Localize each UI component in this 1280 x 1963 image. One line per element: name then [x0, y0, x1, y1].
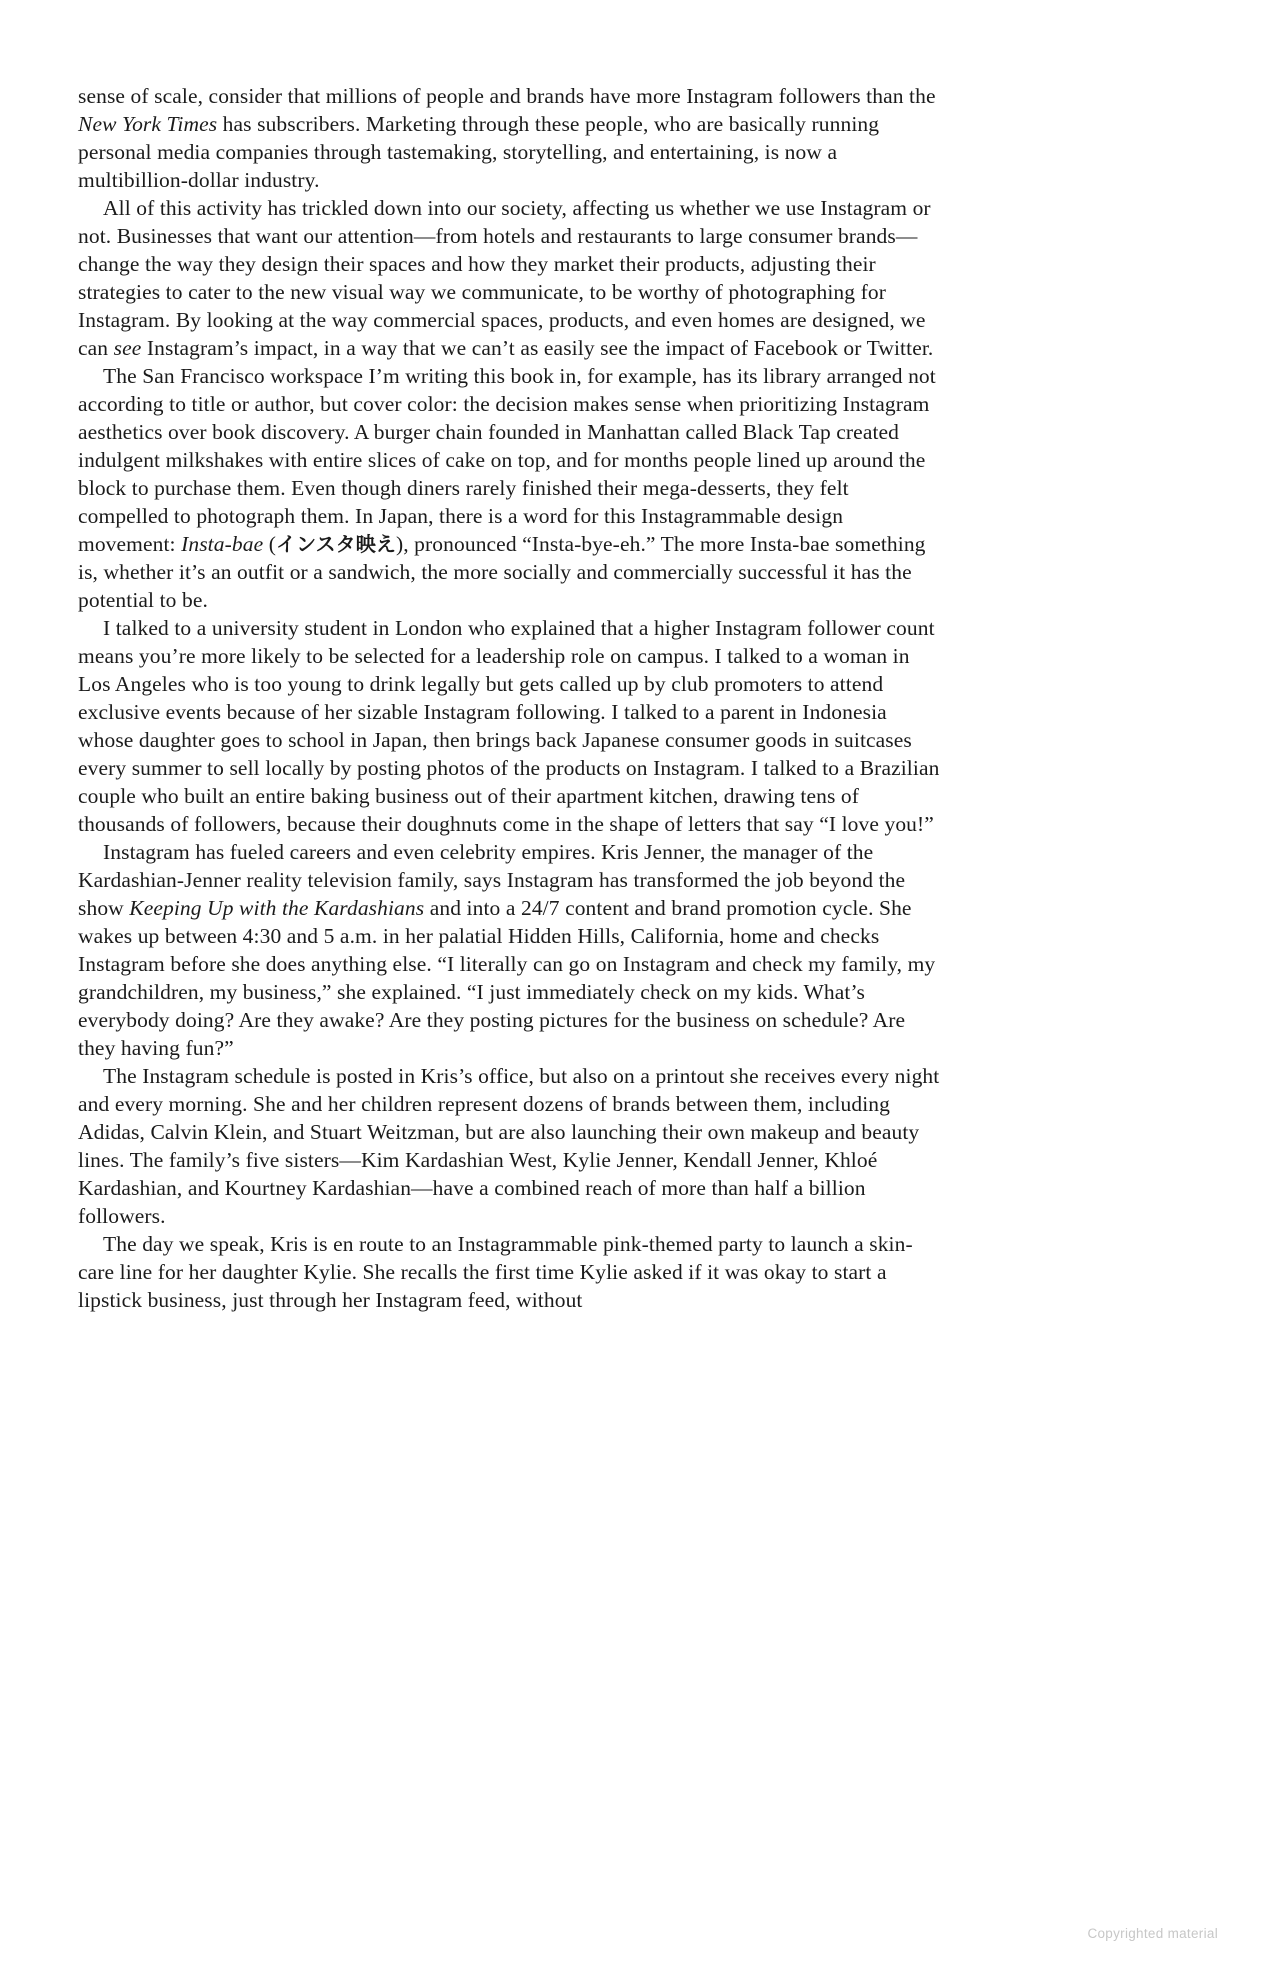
paragraph	[78, 82, 944, 194]
text-run: Insta-bae	[181, 532, 264, 556]
text-run: Instagram has fueled careers and even celebrity empires. Kris Jenner, the manager of the Kardashian-Jenner reality television family, says Instagram has transformed the job beyond the show	[78, 840, 906, 920]
text-run: Instagram’s impact, in a way that we can’t as easily see the impact of Facebook or Twitter.	[141, 336, 934, 360]
paragraph	[78, 194, 944, 362]
text-run: has subscribers. Marketing through these people, who are basically running personal media companies through tastemaking, storytelling, and entertaining, is now a multibillion-dollar industry.	[78, 112, 880, 192]
text-run: All of this activity has trickled down into our society, affecting us whether we use Instagram or not. Businesses that want our attention—from hotels and restaurants to large consumer brands—change the way they design their spaces and how they market their products, adjusting their strategies to cater to the new visual way we communicate, to be worthy of photographing for Instagram. By looking at the way commercial spaces, products, and even homes are designed, we can	[78, 196, 931, 360]
text-run: New York Times	[78, 112, 218, 136]
text-run: (	[263, 532, 276, 556]
text-run: and into a 24/7 content and brand promotion cycle. She wakes up between 4:30 and 5 a.m. in her palatial Hidden Hills, California, home and checks Instagram before she does anything else. “I literally can go on Instagram and check my family, my grandchildren, my business,” she explained. “I just immediately check on my kids. What’s everybody doing? Are they awake? Are they posting pictures for the business on schedule? Are they having fun?”	[78, 896, 936, 1060]
text-run: see	[113, 336, 142, 360]
text-run: I talked to a university student in London who explained that a higher Instagram follower count means you’re more likely to be selected for a leadership role on campus. I talked to a woman in Los Angeles who is too young to drink legally but gets called up by club promoters to attend exclusive events because of her sizable Instagram following. I talked to a parent in Indonesia whose daughter goes to school in Japan, then brings back Japanese consumer goods in suitcases every summer to sell locally by posting photos of the products on Instagram. I talked to a Brazilian couple who built an entire baking business out of their apartment kitchen, drawing tens of thousands of followers, because their doughnuts come in the shape of letters that say “I love you!”	[78, 616, 940, 836]
paragraph	[78, 1230, 944, 1314]
text-run: ), pronounced “Insta-bye-eh.” The more Insta-bae something is, whether it’s an outfit or a sandwich, the more socially and commercially successful it has the potential to be.	[78, 532, 926, 612]
paragraph	[78, 614, 944, 838]
text-run: The Instagram schedule is posted in Kris’s office, but also on a printout she receives every night and every morning. She and her children represent dozens of brands between them, including Adidas, Calvin Klein, and Stuart Weitzman, but are also launching their own makeup and beauty lines. The family’s five sisters—Kim Kardashian West, Kylie Jenner, Kendall Jenner, Khloé Kardashian, and Kourtney Kardashian—have a combined reach of more than half a billion followers.	[78, 1064, 940, 1228]
paragraph	[78, 362, 944, 614]
text-run: The San Francisco workspace I’m writing this book in, for example, has its library arranged not according to title or author, but cover color: the decision makes sense when prioritizing Instagram aesthetics over book discovery. A burger chain founded in Manhattan called Black Tap created indulgent milkshakes with entire slices of cake on top, and for months people lined up around the block to purchase them. Even though diners rarely finished their mega-desserts, they felt compelled to photograph them. In Japan, there is a word for this Instagrammable design movement:	[78, 364, 936, 556]
paragraph	[78, 838, 944, 1062]
text-run: Keeping Up with the Kardashians	[129, 896, 425, 920]
text-run: sense of scale, consider that millions of people and brands have more Instagram followers than the	[78, 84, 936, 108]
text-run: インスタ映え	[275, 532, 396, 556]
page-text-block	[78, 82, 944, 1314]
copyright-watermark: Copyrighted material	[1087, 1926, 1218, 1941]
paragraph	[78, 1062, 944, 1230]
text-run: The day we speak, Kris is en route to an Instagrammable pink-themed party to launch a skin-care line for her daughter Kylie. She recalls the first time Kylie asked if it was okay to start a lipstick business, just through her Instagram feed, without	[78, 1232, 913, 1312]
